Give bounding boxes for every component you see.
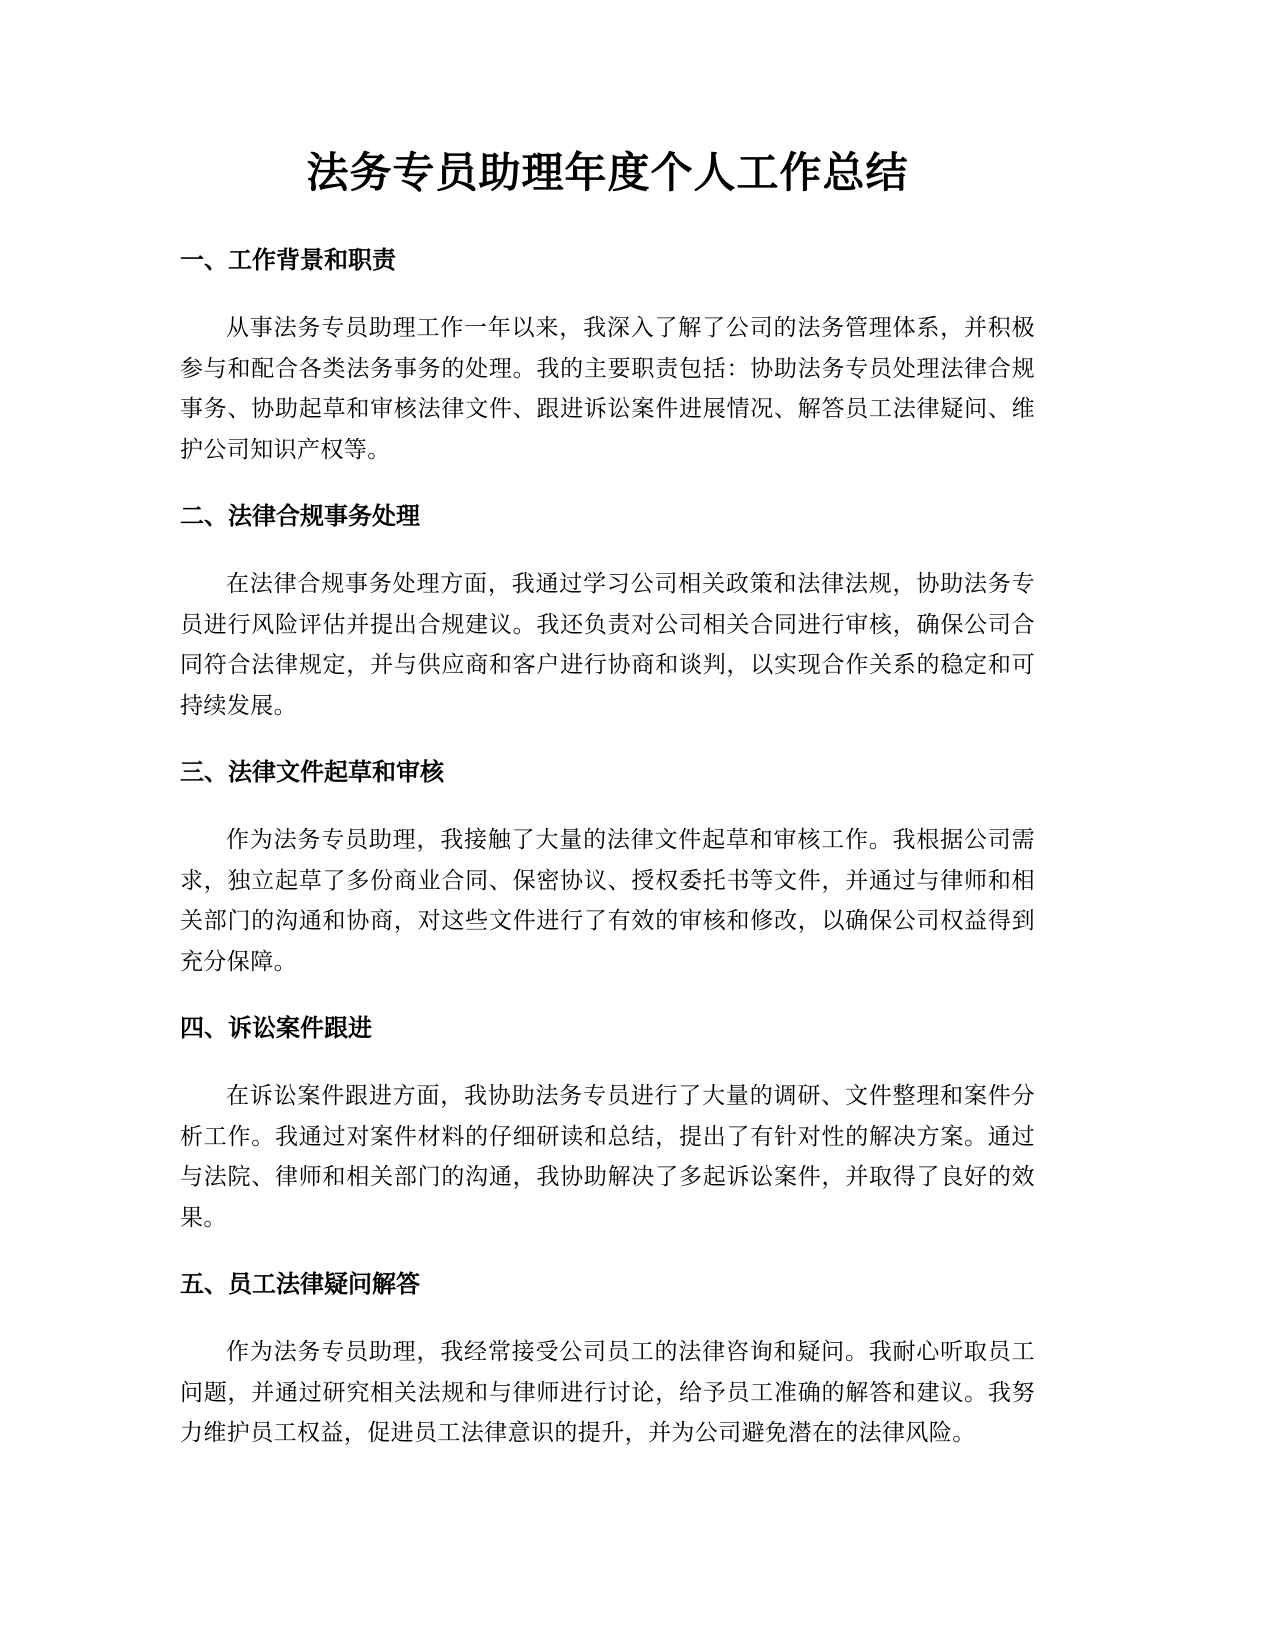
section-heading: 一、工作背景和职责	[180, 246, 396, 274]
section-paragraph: 在法律合规事务处理方面，我通过学习公司相关政策和法律法规，协助法务专员进行风险评估并提出合规建议。我还负责对公司相关合同进行审核，确保公司合同符合法律规定，并与供应商和客户进行协商和谈判，以实现合作关系的稳定和可持续发展。	[180, 571, 1035, 719]
section-paragraph: 从事法务专员助理工作一年以来，我深入了解了公司的法务管理体系，并积极参与和配合各类法务事务的处理。我的主要职责包括：协助法务专员处理法律合规事务、协助起草和审核法律文件、跟进诉讼案件进展情况、解答员工法律疑问、维护公司知识产权等。	[180, 315, 1035, 463]
section-1	[180, 242, 1035, 470]
section-heading: 五、员工法律疑问解答	[180, 1270, 420, 1298]
section-5	[180, 1266, 1035, 1454]
section-heading: 三、法律文件起草和审核	[180, 758, 444, 786]
section-paragraph: 作为法务专员助理，我接触了大量的法律文件起草和审核工作。我根据公司需求，独立起草了多份商业合同、保密协议、授权委托书等文件，并通过与律师和相关部门的沟通和协商，对这些文件进行了有效的审核和修改，以确保公司权益得到充分保障。	[180, 827, 1035, 975]
section-heading: 二、法律合规事务处理	[180, 502, 420, 530]
section-3	[180, 754, 1035, 982]
section-heading: 四、诉讼案件跟进	[180, 1014, 372, 1042]
document-title: 法务专员助理年度个人工作总结	[306, 148, 909, 197]
section-paragraph: 作为法务专员助理，我经常接受公司员工的法律咨询和疑问。我耐心听取员工问题，并通过研究相关法规和与律师进行讨论，给予员工准确的解答和建议。我努力维护员工权益，促进员工法律意识的提升，并为公司避免潜在的法律风险。	[180, 1339, 1035, 1446]
section-4	[180, 1010, 1035, 1238]
section-paragraph: 在诉讼案件跟进方面，我协助法务专员进行了大量的调研、文件整理和案件分析工作。我通过对案件材料的仔细研读和总结，提出了有针对性的解决方案。通过与法院、律师和相关部门的沟通，我协助解决了多起诉讼案件，并取得了良好的效果。	[180, 1083, 1035, 1231]
document-page	[180, 138, 1035, 1454]
section-2	[180, 498, 1035, 726]
